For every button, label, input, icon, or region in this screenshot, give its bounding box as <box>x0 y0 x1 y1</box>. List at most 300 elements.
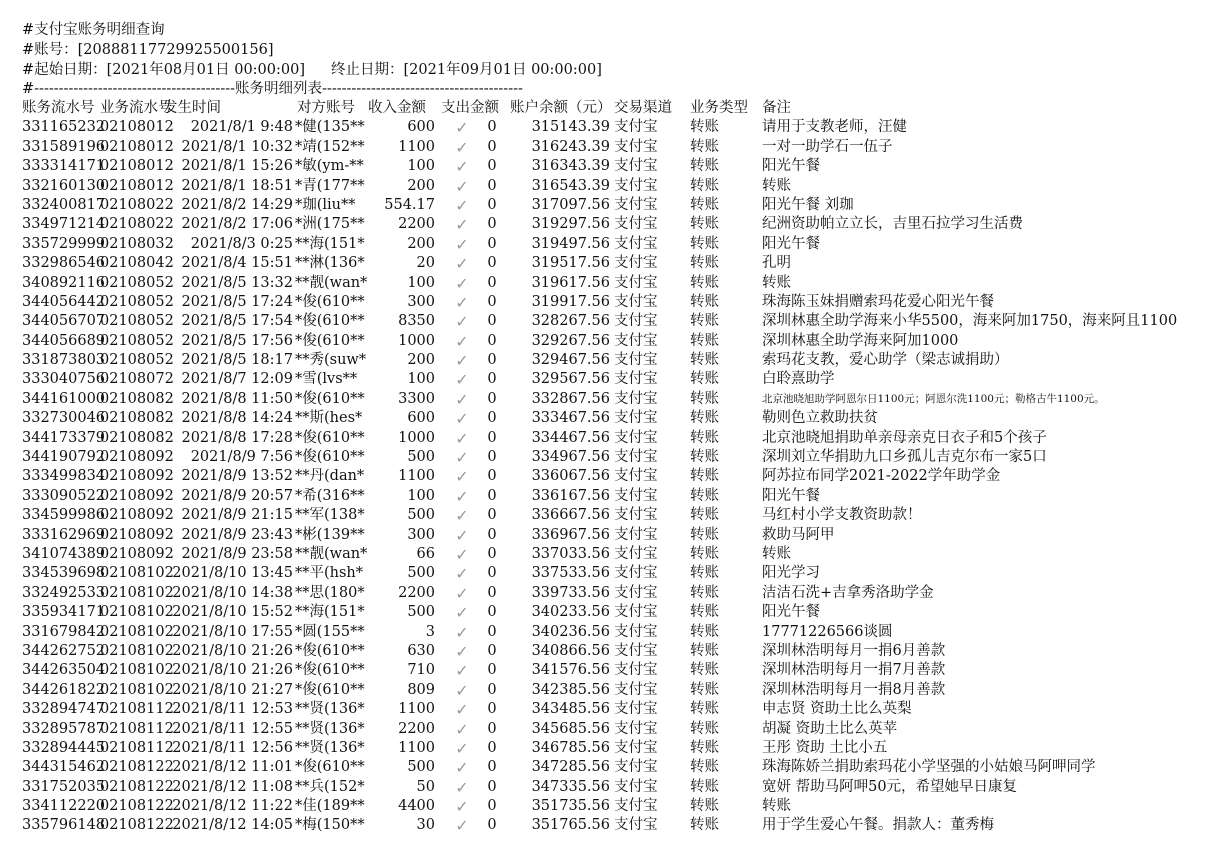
cell-time: 2021/8/8 14:24 <box>181 410 293 427</box>
cell-type: 转账 <box>690 196 719 213</box>
check-mark-icon: ✓ <box>455 525 469 545</box>
cell-expense: 0 <box>487 817 497 834</box>
cell-counterparty: **思(180* <box>295 584 365 601</box>
cell-channel: 支付宝 <box>614 720 658 737</box>
cell-type: 转账 <box>690 468 719 485</box>
cell-note: 珠海陈玉妹捐赠索玛花爱心阳光午餐 <box>762 293 994 310</box>
cell-expense: 0 <box>487 507 497 524</box>
cell-business-serial: 02108102 <box>100 681 174 698</box>
cell-time: 2021/8/12 14:05 <box>172 817 293 834</box>
cell-income: 2200 <box>398 720 435 737</box>
cell-business-serial: 02108102 <box>100 584 174 601</box>
check-mark-icon: ✓ <box>455 234 469 254</box>
cell-channel: 支付宝 <box>614 255 658 272</box>
cell-business-serial: 02108012 <box>100 177 174 194</box>
cell-expense: 0 <box>487 604 497 621</box>
cell-expense: 0 <box>487 352 497 369</box>
cell-type: 转账 <box>690 390 719 407</box>
cell-time: 2021/8/8 11:50 <box>181 390 293 407</box>
cell-balance: 340236.56 <box>531 623 610 640</box>
cell-income: 4400 <box>398 798 435 815</box>
check-mark-icon: ✓ <box>455 215 469 235</box>
cell-counterparty: **斯(hes* <box>295 410 363 427</box>
cell-income: 3 <box>425 623 435 640</box>
cell-expense: 0 <box>487 138 497 155</box>
cell-counterparty: **贤(136* <box>295 701 365 718</box>
cell-account-serial: 340892116 <box>22 274 106 291</box>
cell-balance: 319617.56 <box>531 274 610 291</box>
cell-channel: 支付宝 <box>614 507 658 524</box>
col-header-expense: 支出金额 <box>441 100 499 116</box>
cell-note: 马红村小学支教资助款！ <box>762 507 922 524</box>
cell-counterparty: *俊(610** <box>295 313 365 330</box>
cell-type: 转账 <box>690 817 719 834</box>
cell-balance: 339733.56 <box>531 584 610 601</box>
cell-account-serial: 331752035 <box>22 778 106 795</box>
cell-time: 2021/8/5 17:54 <box>181 313 293 330</box>
cell-type: 转账 <box>690 739 719 756</box>
cell-type: 转账 <box>690 371 719 388</box>
cell-type: 转账 <box>690 429 719 446</box>
col-header-note: 备注 <box>762 100 791 116</box>
table-row <box>0 312 1210 331</box>
cell-account-serial: 332894747 <box>22 701 106 718</box>
cell-income: 8350 <box>398 313 435 330</box>
cell-time: 2021/8/1 15:26 <box>181 158 293 175</box>
table-row <box>0 157 1210 176</box>
cell-business-serial: 02108052 <box>100 313 174 330</box>
cell-business-serial: 02108102 <box>100 565 174 582</box>
cell-counterparty: *俊(610** <box>295 681 365 698</box>
cell-balance: 347285.56 <box>531 759 610 776</box>
col-header-counterparty: 对方账号 <box>297 100 355 116</box>
cell-type: 转账 <box>690 720 719 737</box>
cell-account-serial: 332160130 <box>22 177 106 194</box>
cell-time: 2021/8/7 12:09 <box>181 371 293 388</box>
cell-business-serial: 02108012 <box>100 119 174 136</box>
cell-time: 2021/8/5 17:56 <box>181 332 293 349</box>
cell-counterparty: **贤(136* <box>295 720 365 737</box>
cell-balance: 329567.56 <box>531 371 610 388</box>
cell-note: 王彤 资助 土比小五 <box>762 739 888 756</box>
cell-time: 2021/8/8 17:28 <box>181 429 293 446</box>
cell-type: 转账 <box>690 604 719 621</box>
cell-income: 1100 <box>398 138 435 155</box>
cell-income: 30 <box>416 817 435 834</box>
cell-channel: 支付宝 <box>614 390 658 407</box>
cell-income: 3300 <box>398 390 435 407</box>
cell-account-serial: 333040756 <box>22 371 106 388</box>
cell-income: 100 <box>407 274 435 291</box>
cell-counterparty: *梅(150** <box>295 817 365 834</box>
cell-expense: 0 <box>487 313 497 330</box>
cell-expense: 0 <box>487 255 497 272</box>
cell-counterparty: *彬(139** <box>295 526 365 543</box>
cell-balance: 351735.56 <box>531 798 610 815</box>
cell-income: 100 <box>407 371 435 388</box>
cell-note: 深圳刘立华捐助九口乡孤儿吉克尔布一家5口 <box>762 449 1047 466</box>
check-mark-icon: ✓ <box>455 292 469 312</box>
cell-expense: 0 <box>487 177 497 194</box>
cell-type: 转账 <box>690 177 719 194</box>
cell-account-serial: 344190792 <box>22 449 106 466</box>
cell-business-serial: 02108102 <box>100 642 174 659</box>
cell-account-serial: 333162969 <box>22 526 106 543</box>
cell-type: 转账 <box>690 138 719 155</box>
table-row <box>0 370 1210 389</box>
cell-counterparty: **兵(152* <box>295 778 365 795</box>
cell-counterparty: **靓(wan* <box>295 545 368 562</box>
cell-income: 1100 <box>398 739 435 756</box>
cell-business-serial: 02108052 <box>100 332 174 349</box>
table-row <box>0 700 1210 719</box>
cell-balance: 317097.56 <box>531 196 610 213</box>
check-mark-icon: ✓ <box>455 370 469 390</box>
cell-balance: 316343.39 <box>531 158 610 175</box>
cell-balance: 334467.56 <box>531 429 610 446</box>
cell-balance: 336167.56 <box>531 487 610 504</box>
cell-channel: 支付宝 <box>614 371 658 388</box>
cell-note: 胡凝 资助土比么英苹 <box>762 720 898 737</box>
cell-account-serial: 341074389 <box>22 545 106 562</box>
cell-income: 500 <box>407 604 435 621</box>
cell-channel: 支付宝 <box>614 196 658 213</box>
cell-business-serial: 02108122 <box>100 759 174 776</box>
cell-time: 2021/8/2 17:06 <box>181 216 293 233</box>
cell-balance: 315143.39 <box>531 119 610 136</box>
cell-counterparty: **军(138* <box>295 507 365 524</box>
cell-business-serial: 02108112 <box>100 739 174 756</box>
check-mark-icon: ✓ <box>455 254 469 274</box>
cell-balance: 328267.56 <box>531 313 610 330</box>
cell-counterparty: **海(151* <box>295 604 365 621</box>
list-separator: #-----------------------------------------账务明细列表----------------------------------------- <box>22 81 523 97</box>
cell-income: 600 <box>407 410 435 427</box>
cell-note: 转账 <box>762 177 791 194</box>
cell-note: 深圳林浩明每月一捐6月善款 <box>762 642 946 659</box>
cell-account-serial: 344261822 <box>22 681 106 698</box>
cell-business-serial: 02108022 <box>100 196 174 213</box>
cell-note: 阳光午餐 <box>762 487 820 504</box>
cell-expense: 0 <box>487 449 497 466</box>
cell-account-serial: 333314171 <box>22 158 106 175</box>
transaction-table <box>0 99 1210 836</box>
cell-channel: 支付宝 <box>614 604 658 621</box>
cell-expense: 0 <box>487 216 497 233</box>
cell-counterparty: **平(hsh* <box>295 565 364 582</box>
cell-business-serial: 02108022 <box>100 216 174 233</box>
check-mark-icon: ✓ <box>455 758 469 778</box>
cell-time: 2021/8/5 18:17 <box>181 352 293 369</box>
cell-business-serial: 02108072 <box>100 371 174 388</box>
cell-time: 2021/8/5 17:24 <box>181 293 293 310</box>
cell-counterparty: *青(177** <box>295 177 365 194</box>
cell-business-serial: 02108052 <box>100 274 174 291</box>
cell-type: 转账 <box>690 565 719 582</box>
cell-counterparty: *敏(ym-** <box>295 158 364 175</box>
cell-note: 阳光午餐 <box>762 604 820 621</box>
cell-account-serial: 332986546 <box>22 255 106 272</box>
cell-note: 17771226566谈圆 <box>762 623 893 640</box>
table-row <box>0 118 1210 137</box>
cell-note: 一对一助学石一伍子 <box>762 138 893 155</box>
cell-income: 500 <box>407 449 435 466</box>
cell-account-serial: 344161000 <box>22 390 106 407</box>
check-mark-icon: ✓ <box>455 195 469 215</box>
cell-account-serial: 331165232 <box>22 119 106 136</box>
cell-time: 2021/8/10 21:26 <box>172 642 293 659</box>
cell-time: 2021/8/9 23:58 <box>181 545 293 562</box>
table-row <box>0 467 1210 486</box>
cell-balance: 347335.56 <box>531 778 610 795</box>
cell-account-serial: 331873803 <box>22 352 106 369</box>
col-header-channel: 交易渠道 <box>614 100 672 116</box>
check-mark-icon: ✓ <box>455 622 469 642</box>
cell-expense: 0 <box>487 410 497 427</box>
cell-income: 1100 <box>398 701 435 718</box>
cell-income: 20 <box>416 255 435 272</box>
cell-time: 2021/8/9 13:52 <box>181 468 293 485</box>
table-row <box>0 448 1210 467</box>
cell-business-serial: 02108092 <box>100 526 174 543</box>
cell-time: 2021/8/10 15:52 <box>172 604 293 621</box>
table-row <box>0 526 1210 545</box>
cell-time: 2021/8/9 7:56 <box>190 449 293 466</box>
check-mark-icon: ✓ <box>455 680 469 700</box>
cell-balance: 336967.56 <box>531 526 610 543</box>
cell-counterparty: *俊(610** <box>295 429 365 446</box>
check-mark-icon: ✓ <box>455 777 469 797</box>
cell-balance: 319497.56 <box>531 235 610 252</box>
cell-time: 2021/8/10 17:55 <box>172 623 293 640</box>
cell-income: 1000 <box>398 429 435 446</box>
table-row <box>0 138 1210 157</box>
cell-channel: 支付宝 <box>614 701 658 718</box>
cell-expense: 0 <box>487 662 497 679</box>
check-mark-icon: ✓ <box>455 661 469 681</box>
cell-account-serial: 344263504 <box>22 662 106 679</box>
cell-account-serial: 344056707 <box>22 313 106 330</box>
table-row <box>0 390 1210 409</box>
cell-income: 200 <box>407 352 435 369</box>
cell-type: 转账 <box>690 584 719 601</box>
cell-type: 转账 <box>690 410 719 427</box>
cell-business-serial: 02108092 <box>100 449 174 466</box>
cell-expense: 0 <box>487 642 497 659</box>
table-body <box>0 118 1210 835</box>
cell-balance: 343485.56 <box>531 701 610 718</box>
cell-balance: 319517.56 <box>531 255 610 272</box>
check-mark-icon: ✓ <box>455 797 469 817</box>
cell-expense: 0 <box>487 623 497 640</box>
cell-note: 孔明 <box>762 255 791 272</box>
cell-time: 2021/8/10 13:45 <box>172 565 293 582</box>
check-mark-icon: ✓ <box>455 700 469 720</box>
cell-counterparty: *珈(liu** <box>295 196 356 213</box>
cell-channel: 支付宝 <box>614 565 658 582</box>
cell-type: 转账 <box>690 701 719 718</box>
check-mark-icon: ✓ <box>455 506 469 526</box>
cell-note: 阿苏拉布同学2021-2022学年助学金 <box>762 468 1001 485</box>
cell-account-serial: 335934171 <box>22 604 106 621</box>
table-row <box>0 293 1210 312</box>
table-row <box>0 274 1210 293</box>
col-header-time: 发生时间 <box>163 100 221 116</box>
cell-income: 100 <box>407 487 435 504</box>
cell-counterparty: *佳(189** <box>295 798 365 815</box>
cell-note: 北京池晓旭助学阿恩尔日1100元；阿恩尔洗1100元；勒格古牛1100元。 <box>762 392 1105 405</box>
cell-type: 转账 <box>690 507 719 524</box>
cell-counterparty: *雪(lvs** <box>295 371 358 388</box>
cell-counterparty: *靖(152** <box>295 138 365 155</box>
cell-balance: 316243.39 <box>531 138 610 155</box>
cell-note: 北京池晓旭捐助单亲母亲克日衣子和5个孩子 <box>762 429 1047 446</box>
cell-channel: 支付宝 <box>614 662 658 679</box>
cell-income: 500 <box>407 507 435 524</box>
cell-channel: 支付宝 <box>614 313 658 330</box>
cell-type: 转账 <box>690 449 719 466</box>
cell-counterparty: **靓(wan* <box>295 274 368 291</box>
cell-type: 转账 <box>690 487 719 504</box>
cell-type: 转账 <box>690 216 719 233</box>
cell-expense: 0 <box>487 274 497 291</box>
cell-business-serial: 02108122 <box>100 798 174 815</box>
table-row <box>0 584 1210 603</box>
cell-type: 转账 <box>690 235 719 252</box>
cell-expense: 0 <box>487 681 497 698</box>
cell-type: 转账 <box>690 798 719 815</box>
cell-expense: 0 <box>487 390 497 407</box>
cell-type: 转账 <box>690 623 719 640</box>
cell-balance: 346785.56 <box>531 739 610 756</box>
table-row <box>0 681 1210 700</box>
table-row <box>0 642 1210 661</box>
cell-channel: 支付宝 <box>614 584 658 601</box>
table-row <box>0 487 1210 506</box>
cell-counterparty: *希(316** <box>295 487 365 504</box>
cell-counterparty: **秀(suw* <box>295 352 367 369</box>
table-row <box>0 177 1210 196</box>
cell-income: 809 <box>407 681 435 698</box>
check-mark-icon: ✓ <box>455 157 469 177</box>
cell-channel: 支付宝 <box>614 468 658 485</box>
cell-note: 阳光午餐 <box>762 158 820 175</box>
cell-account-serial: 332895787 <box>22 720 106 737</box>
cell-time: 2021/8/2 14:29 <box>181 196 293 213</box>
cell-channel: 支付宝 <box>614 449 658 466</box>
cell-time: 2021/8/12 11:01 <box>172 759 293 776</box>
cell-expense: 0 <box>487 429 497 446</box>
cell-counterparty: *俊(610** <box>295 662 365 679</box>
cell-business-serial: 02108102 <box>100 662 174 679</box>
cell-account-serial: 335729999 <box>22 235 106 252</box>
start-date: #起始日期：[2021年08月01日 00:00:00] <box>22 62 305 78</box>
cell-business-serial: 02108082 <box>100 390 174 407</box>
cell-channel: 支付宝 <box>614 119 658 136</box>
cell-type: 转账 <box>690 759 719 776</box>
cell-balance: 319297.56 <box>531 216 610 233</box>
cell-time: 2021/8/12 11:22 <box>172 798 293 815</box>
cell-income: 630 <box>407 642 435 659</box>
cell-income: 300 <box>407 526 435 543</box>
check-mark-icon: ✓ <box>455 583 469 603</box>
cell-counterparty: *俊(610** <box>295 642 365 659</box>
cell-note: 阳光午餐 <box>762 235 820 252</box>
cell-account-serial: 334599986 <box>22 507 106 524</box>
cell-income: 710 <box>407 662 435 679</box>
cell-income: 1100 <box>398 468 435 485</box>
cell-expense: 0 <box>487 759 497 776</box>
table-row <box>0 235 1210 254</box>
cell-note: 转账 <box>762 798 791 815</box>
cell-time: 2021/8/1 10:32 <box>181 138 293 155</box>
date-range <box>22 60 602 80</box>
cell-note: 洁洁石洗+吉拿秀洛助学金 <box>762 584 934 601</box>
check-mark-icon: ✓ <box>455 389 469 409</box>
cell-note: 珠海陈娇兰捐助索玛花小学坚强的小姑娘马阿呷同学 <box>762 759 1096 776</box>
cell-account-serial: 332730046 <box>22 410 106 427</box>
check-mark-icon: ✓ <box>455 448 469 468</box>
cell-expense: 0 <box>487 701 497 718</box>
cell-balance: 345685.56 <box>531 720 610 737</box>
cell-note: 深圳林惠全助学海来阿加1000 <box>762 332 959 349</box>
cell-account-serial: 344173379 <box>22 429 106 446</box>
cell-time: 2021/8/10 21:27 <box>172 681 293 698</box>
account-number: #账号：[20888117729925500156] <box>22 42 274 58</box>
cell-counterparty: *健(135** <box>295 119 365 136</box>
cell-income: 300 <box>407 293 435 310</box>
cell-time: 2021/8/11 12:53 <box>172 701 293 718</box>
cell-balance: 340233.56 <box>531 604 610 621</box>
table-row <box>0 215 1210 234</box>
check-mark-icon: ✓ <box>455 273 469 293</box>
col-header-business-serial: 业务流水号 <box>100 100 173 116</box>
table-row <box>0 564 1210 583</box>
cell-note: 白聆熹助学 <box>762 371 835 388</box>
cell-time: 2021/8/4 15:51 <box>181 255 293 272</box>
cell-balance: 337533.56 <box>531 565 610 582</box>
cell-type: 转账 <box>690 778 719 795</box>
cell-type: 转账 <box>690 274 719 291</box>
cell-business-serial: 02108092 <box>100 545 174 562</box>
cell-type: 转账 <box>690 255 719 272</box>
cell-account-serial: 344056689 <box>22 332 106 349</box>
cell-balance: 332867.56 <box>531 390 610 407</box>
cell-counterparty: *俊(610** <box>295 332 365 349</box>
cell-expense: 0 <box>487 468 497 485</box>
cell-type: 转账 <box>690 352 719 369</box>
cell-expense: 0 <box>487 526 497 543</box>
cell-time: 2021/8/5 13:32 <box>181 274 293 291</box>
cell-note: 宽妍 帮助马阿呷50元，希望她早日康复 <box>762 778 1018 795</box>
cell-time: 2021/8/9 21:15 <box>181 507 293 524</box>
cell-income: 2200 <box>398 216 435 233</box>
cell-business-serial: 02108042 <box>100 255 174 272</box>
cell-note: 阳光学习 <box>762 565 820 582</box>
cell-channel: 支付宝 <box>614 274 658 291</box>
check-mark-icon: ✓ <box>455 331 469 351</box>
table-row <box>0 623 1210 642</box>
table-row <box>0 661 1210 680</box>
cell-channel: 支付宝 <box>614 545 658 562</box>
cell-expense: 0 <box>487 720 497 737</box>
cell-expense: 0 <box>487 545 497 562</box>
check-mark-icon: ✓ <box>455 544 469 564</box>
report-title: #支付宝账务明细查询 <box>22 22 165 38</box>
cell-time: 2021/8/1 9:48 <box>190 119 293 136</box>
check-mark-icon: ✓ <box>455 816 469 836</box>
cell-account-serial: 334971214 <box>22 216 106 233</box>
